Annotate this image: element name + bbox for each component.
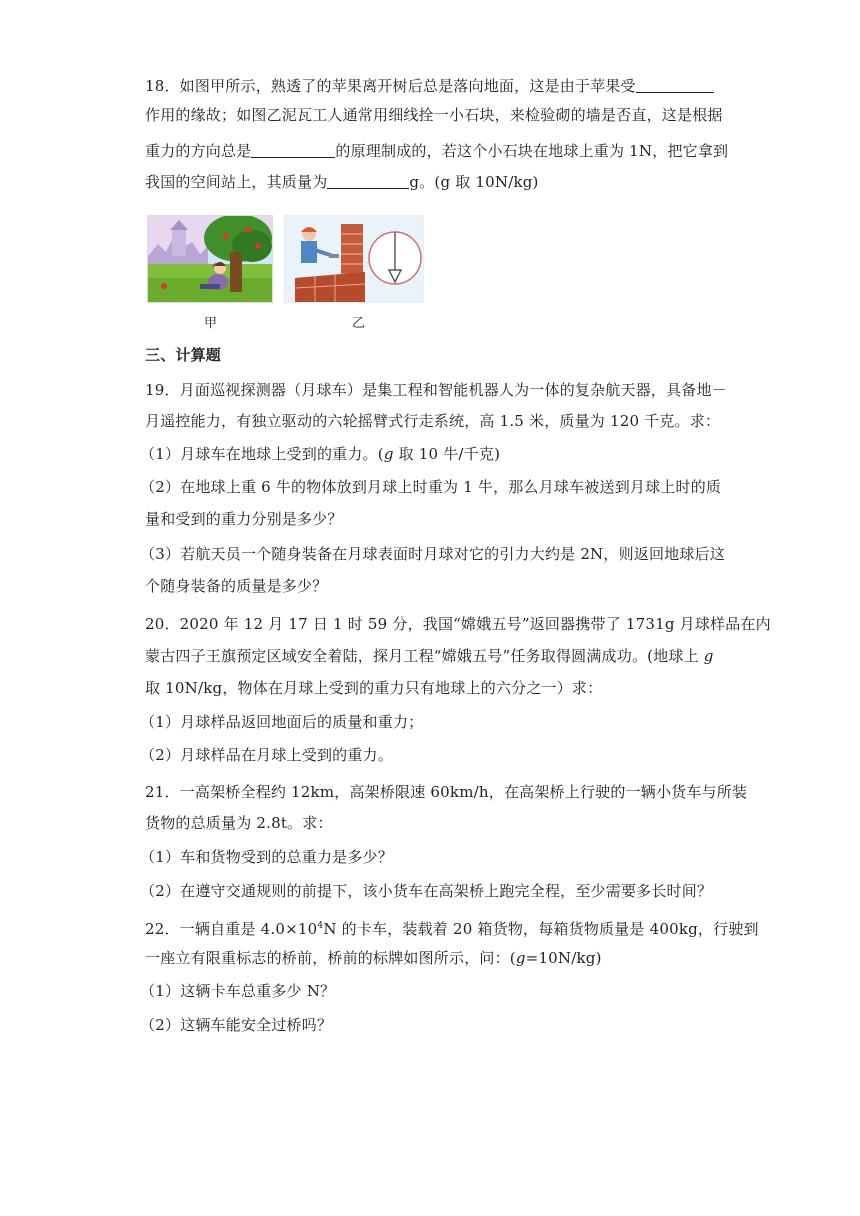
figure-plumb-line	[284, 215, 424, 303]
q20-sub-2: （2）月球样品在月球上受到的重力。	[140, 746, 393, 764]
q18-line-3: 重力的方向总是 的原理制成的，若这个小石块在地球上重为 1N，把它拿到	[145, 142, 729, 160]
q22-line-2: 一座立有限重标志的桥前，桥前的标牌如图所示，问：(g=10N/kg)	[145, 949, 602, 967]
q19-sub-1: （1）月球车在地球上受到的重力。(g 取 10 牛/千克)	[140, 445, 501, 463]
q20-sub-1: （1）月球样品返回地面后的质量和重力；	[140, 713, 424, 731]
q22-line-1: 22．一辆自重是 $4.0\times 10^4N$ 的卡车，装载着 20 箱货物，每箱货物质量是 400kg，行驶到	[145, 920, 759, 938]
q22-sub-1: （1）这辆卡车总重多少 N？	[140, 982, 336, 1000]
q19-sub-2a: （2）在地球上重 6 牛的物体放到月球上时重为 1 牛，那么月球车被送到月球上时的质	[140, 478, 722, 496]
answer-blank-1[interactable]	[636, 77, 714, 93]
plumb-line-illustration	[285, 216, 423, 302]
q21-line-1: 21．一高架桥全程约 12km，高架桥限速 60km/h，在高架桥上行驶的一辆小货车与所装	[145, 783, 748, 801]
q20-line-2: 蒙古四子王旗预定区域安全着陆，探月工程“嫦娥五号”任务取得圆满成功。(地球上 g	[145, 647, 714, 665]
figure-caption-b: 乙	[352, 316, 366, 331]
q19-line-1: 19．月面巡视探测器（月球车）是集工程和智能机器人为一体的复杂航天器，具备地－	[145, 381, 727, 399]
q19-sub-3b: 个随身装备的质量是多少？	[145, 577, 328, 595]
q21-sub-2: （2）在遵守交通规则的前提下，该小货车在高架桥上跑完全程，至少需要多长时间？	[140, 882, 713, 900]
q21-line-2: 货物的总质量为 2.8t。求：	[145, 814, 333, 832]
q19-sub-2b: 量和受到的重力分别是多少？	[145, 510, 343, 528]
figure-caption-a: 甲	[204, 316, 218, 331]
q22-sub-2: （2）这辆车能安全过桥吗？	[140, 1016, 333, 1034]
answer-blank-3[interactable]	[327, 173, 409, 189]
q19-line-2: 月遥控能力，有独立驱动的六轮摇臂式行走系统，高 1.5 米，质量为 120 千克。求：	[145, 412, 721, 430]
q20-line-3: 取 10N/kg，物体在月球上受到的重力只有地球上的六分之一）求：	[145, 679, 603, 697]
answer-blank-2[interactable]	[251, 142, 335, 158]
q21-sub-1: （1）车和货物受到的总重力是多少？	[140, 848, 393, 866]
q20-line-1: 20．2020 年 12 月 17 日 1 时 59 分，我国“嫦娥五号”返回器携带了 1731g 月球样品在内	[145, 615, 771, 633]
section-heading: 三、计算题	[145, 346, 222, 364]
apple-tree-illustration	[148, 216, 272, 302]
q18-line-2: 作用的缘故；如图乙泥瓦工人通常用细线拴一小石块，来检验砌的墙是否直，这是根据	[145, 106, 723, 124]
q19-sub-3a: （3）若航天员一个随身装备在月球表面时月球对它的引力大约是 2N，则返回地球后这	[140, 545, 725, 563]
q18-line-4: 我国的空间站上，其质量为 g。(g 取 10N/kg)	[145, 173, 539, 191]
figure-apple-tree	[147, 215, 273, 303]
q18-line-1: 18．如图甲所示，熟透了的苹果离开树后总是落向地面，这是由于苹果受	[145, 76, 714, 96]
